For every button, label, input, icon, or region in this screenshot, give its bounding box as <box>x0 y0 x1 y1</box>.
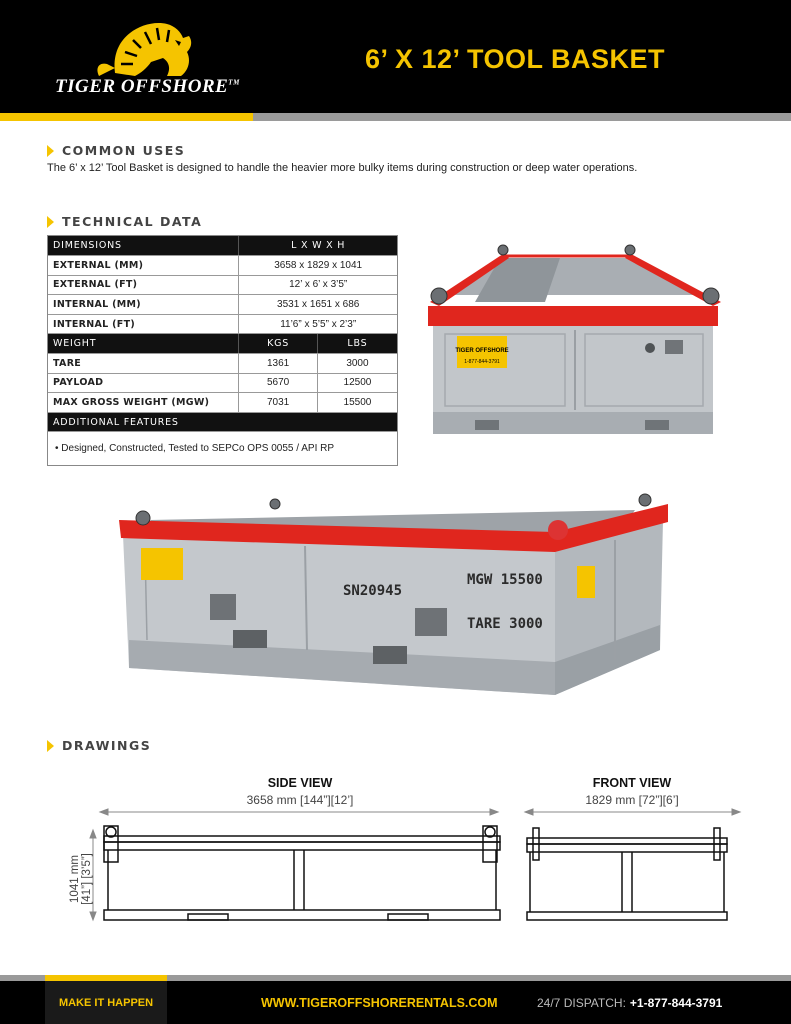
tiger-icon <box>55 18 250 78</box>
side-view-drawing <box>104 826 500 920</box>
table-row: INTERNAL (MM) 3531 x 1651 x 686 <box>48 295 397 315</box>
stencil-tare: TARE 3000 <box>467 616 543 632</box>
dispatch-info <box>537 996 722 1010</box>
bullet-triangle-icon <box>47 145 54 157</box>
dispatch-label: 24/7 DISPATCH: <box>537 996 626 1010</box>
tiger-offshore-logo <box>55 18 250 108</box>
table-row: MAX GROSS WEIGHT (MGW) 7031 15500 <box>48 393 397 413</box>
website-link[interactable]: WWW.TIGEROFFSHORERENTALS.COM <box>261 996 498 1010</box>
bullet-triangle-icon <box>47 216 54 228</box>
dispatch-phone[interactable]: +1-877-844-3791 <box>629 996 723 1010</box>
stencil-mgw: MGW 15500 <box>467 572 543 588</box>
technical-data-heading: TECHNICAL DATA <box>47 214 202 229</box>
stencil-serial: SN20945 <box>343 583 403 599</box>
dimensions-header-row: DIMENSIONS L X W X H <box>48 236 397 256</box>
trademark: TM <box>228 78 240 87</box>
logo-wordmark: TIGER OFFSHORE <box>55 76 229 97</box>
decal-phone: 1-877-844-3791 <box>464 359 500 365</box>
bullet-triangle-icon <box>47 740 54 752</box>
height-dim-imperial: [41”] [3’5”] <box>81 853 93 905</box>
side-view-dimension: 3658 mm [144”][12’] <box>246 793 354 807</box>
table-row: EXTERNAL (FT) 12’ x 6’ x 3’5” <box>48 275 397 295</box>
common-uses-heading: COMMON USES <box>47 143 185 158</box>
decal-logo: TIGER OFFSHORE <box>455 348 509 354</box>
technical-drawings <box>0 800 791 935</box>
side-view-title: SIDE VIEW <box>267 776 333 790</box>
basket-photo-main <box>115 490 675 705</box>
table-row: INTERNAL (FT) 11’6” x 5’5” x 2’3” <box>48 314 397 334</box>
features-header-row: ADDITIONAL FEATURES <box>48 412 397 432</box>
basket-photo-end <box>425 240 725 445</box>
table-row: PAYLOAD 5670 12500 <box>48 373 397 393</box>
front-view-title: FRONT VIEW <box>592 776 672 790</box>
table-row: EXTERNAL (MM) 3658 x 1829 x 1041 <box>48 256 397 276</box>
drawings-heading: DRAWINGS <box>47 738 151 753</box>
features-row: • Designed, Constructed, Tested to SEPCo OPS 0055 / API RP <box>55 443 335 455</box>
weight-header-row: WEIGHT KGS LBS <box>48 334 397 354</box>
technical-data-table <box>47 235 398 466</box>
front-view-dimension: 1829 mm [72”][6’] <box>585 793 679 807</box>
page-header <box>0 0 791 113</box>
front-view-drawing <box>527 828 727 920</box>
header-stripe <box>0 113 791 121</box>
common-uses-text: The 6’ x 12’ Tool Basket is designed to handle the heavier more bulky items during construction or deep water operations. <box>47 162 638 174</box>
page-title: 6’ X 12’ TOOL BASKET <box>364 44 666 74</box>
height-dim-mm: 1041 mm <box>69 855 81 903</box>
table-row: TARE 1361 3000 <box>48 354 397 374</box>
footer-slogan: MAKE IT HAPPEN <box>45 981 167 1024</box>
